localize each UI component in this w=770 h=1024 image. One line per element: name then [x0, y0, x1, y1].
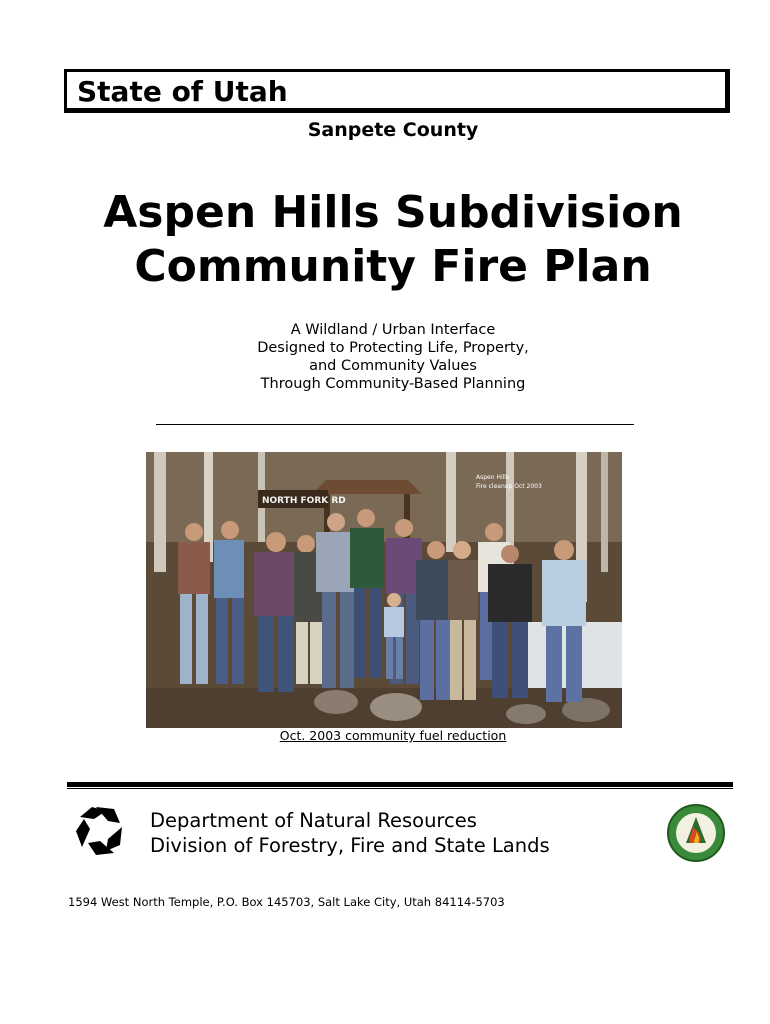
photo-overlay-line-2: Fire cleanup Oct 2003 — [476, 483, 542, 490]
photo-caption: Oct. 2003 community fuel reduction — [279, 728, 507, 743]
division-name: Division of Forestry, Fire and State Lands — [150, 834, 550, 857]
state-title: State of Utah — [77, 75, 288, 108]
group-photo-illustration — [146, 452, 622, 728]
subtitle-line-1: A Wildland / Urban Interface — [290, 322, 496, 338]
group-photo — [146, 452, 622, 728]
forestry-seal-icon — [666, 803, 726, 863]
state-header-box — [64, 69, 730, 113]
photo-sign-text: NORTH FORK RD — [262, 496, 346, 506]
subtitle-line-3: and Community Values — [309, 358, 477, 374]
photo-overlay-line-1: Aspen Hills — [476, 474, 510, 481]
department-name: Department of Natural Resources — [150, 809, 477, 832]
title-line-1: Aspen Hills Subdivision — [103, 187, 683, 238]
separator-line — [156, 424, 634, 425]
subtitle-line-4: Through Community-Based Planning — [260, 376, 526, 392]
document-title — [0, 186, 770, 294]
subtitle-line-2: Designed to Protecting Life, Property, — [257, 340, 529, 356]
county-name: Sanpete County — [307, 119, 479, 141]
department-block — [150, 808, 550, 858]
dnr-logo-icon — [72, 803, 128, 859]
subtitle-block — [0, 321, 770, 393]
footer-divider — [67, 782, 733, 789]
address-line: 1594 West North Temple, P.O. Box 145703, Salt Lake City, Utah 84114-5703 — [68, 895, 505, 909]
title-line-2: Community Fire Plan — [134, 241, 652, 292]
